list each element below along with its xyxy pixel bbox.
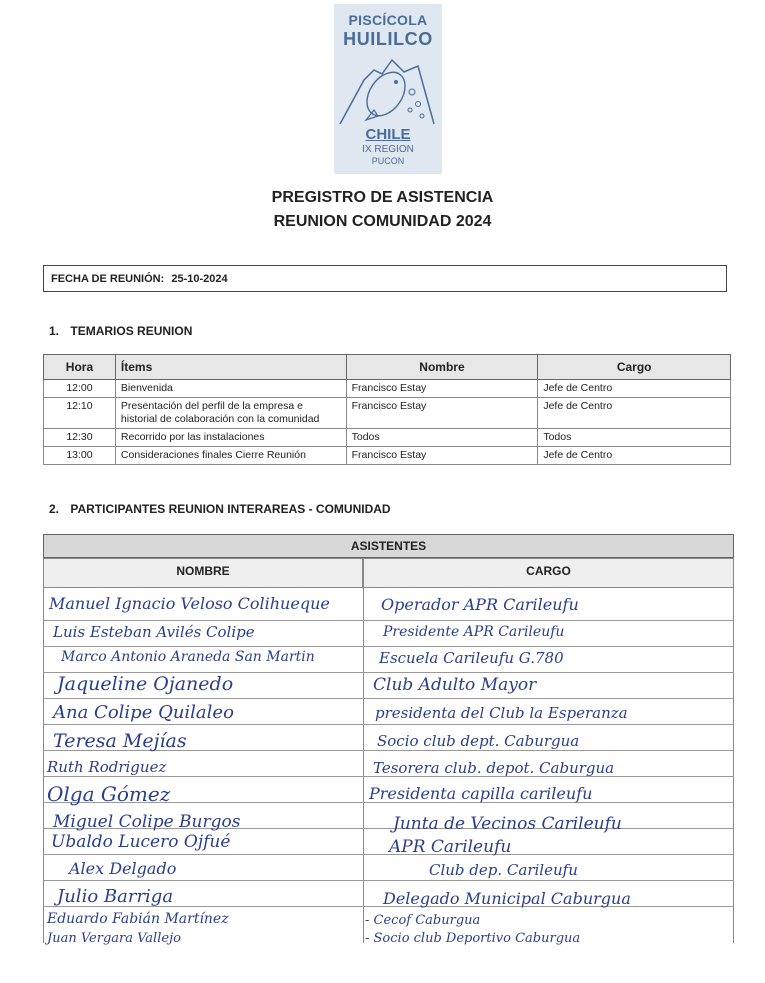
attendee-name: Alex Delgado xyxy=(69,859,177,878)
agenda-header-role: Cargo xyxy=(538,355,731,380)
agenda-item: Presentación del perfil de la empresa e historial de colaboración con la comunidad xyxy=(115,398,346,429)
agenda-name: Francisco Estay xyxy=(346,398,538,429)
attendee-role: Club dep. Carileufu xyxy=(429,861,578,879)
attendee-role: Operador APR Carileufu xyxy=(381,595,579,614)
attendance-col-role: CARGO xyxy=(363,558,734,588)
agenda-role: Jefe de Centro xyxy=(538,398,731,429)
agenda-time: 12:30 xyxy=(44,429,116,447)
row-divider xyxy=(43,698,734,699)
meeting-date-label: FECHA DE REUNIÓN: xyxy=(51,273,165,285)
section-1-number: 1. xyxy=(49,324,60,338)
agenda-row xyxy=(44,380,731,398)
agenda-row xyxy=(44,447,731,465)
agenda-header-name: Nombre xyxy=(346,355,538,380)
attendee-name: Teresa Mejías xyxy=(53,730,187,752)
logo-line-3: CHILE xyxy=(365,126,411,143)
attendee-role: Tesorera club. depot. Caburgua xyxy=(373,759,615,777)
agenda-row xyxy=(44,398,731,429)
meeting-date-box xyxy=(43,265,727,292)
attendee-name: Ana Colipe Quilaleo xyxy=(53,702,234,723)
attendee-name: Jaqueline Ojanedo xyxy=(57,673,234,695)
agenda-item: Bienvenida xyxy=(115,380,346,398)
attendee-name: Ubaldo Lucero Ojfué xyxy=(51,832,231,852)
agenda-item: Consideraciones finales Cierre Reunión xyxy=(115,447,346,465)
attendee-name: Ruth Rodriguez xyxy=(47,758,167,776)
agenda-row xyxy=(44,429,731,447)
attendee-name: Manuel Ignacio Veloso Colihueque xyxy=(49,594,330,613)
agenda-name: Todos xyxy=(346,429,538,447)
attendee-role: Junta de Vecinos Carileufu xyxy=(393,814,622,834)
attendee-role: - Cecof Caburgua xyxy=(365,913,481,928)
section-2-number: 2. xyxy=(49,502,60,516)
agenda-header-item: Ítems xyxy=(115,355,346,380)
agenda-role: Jefe de Centro xyxy=(538,447,731,465)
row-divider xyxy=(43,880,734,881)
attendee-role: Presidente APR Carileufu xyxy=(383,624,565,640)
agenda-time: 12:00 xyxy=(44,380,116,398)
section-2-title: PARTICIPANTES REUNION INTERAREAS - COMUNIDAD xyxy=(70,502,391,516)
attendee-role: Delegado Municipal Caburgua xyxy=(383,889,631,908)
section-2-heading xyxy=(49,502,391,516)
attendee-name: Miguel Colipe Burgos xyxy=(53,812,241,832)
section-1-title: TEMARIOS REUNION xyxy=(70,324,193,338)
attendee-role: Club Adulto Mayor xyxy=(373,675,537,695)
logo-line-2: HUILILCO xyxy=(343,29,433,49)
attendee-name: Luis Esteban Avilés Colipe xyxy=(53,623,255,641)
attendee-name: Eduardo Fabián Martínez xyxy=(47,911,229,927)
document-title-line-1: PREGISTRO DE ASISTENCIA xyxy=(271,189,494,206)
agenda-header-row xyxy=(44,355,731,380)
meeting-date-value: 25-10-2024 xyxy=(171,273,228,285)
agenda-name: Francisco Estay xyxy=(346,447,538,465)
attendee-role: - Socio club Deportivo Caburgua xyxy=(365,931,581,946)
company-logo xyxy=(334,4,442,174)
attendee-name: Olga Gómez xyxy=(47,782,171,806)
fish-mountain-icon xyxy=(334,52,442,130)
section-1-heading xyxy=(49,324,192,338)
row-divider xyxy=(43,620,734,621)
attendee-role: Socio club dept. Caburgua xyxy=(377,732,580,750)
attendee-name: Juan Vergara Vallejo xyxy=(47,931,181,946)
logo-line-1: PISCÍCOLA xyxy=(348,12,428,28)
attendance-col-name: NOMBRE xyxy=(43,558,363,588)
logo-line-5: PUCON xyxy=(371,156,405,166)
logo-line-4: IX REGION xyxy=(362,144,414,155)
attendee-role: Presidenta capilla carileufu xyxy=(369,784,593,803)
attendee-name: Marco Antonio Araneda San Martin xyxy=(61,649,315,665)
agenda-time: 12:10 xyxy=(44,398,116,429)
attendance-table xyxy=(43,534,734,944)
agenda-table xyxy=(43,354,731,465)
document-title-line-2: REUNION COMUNIDAD 2024 xyxy=(273,213,492,230)
attendee-name: Julio Barriga xyxy=(57,886,174,907)
attendee-role: Escuela Carileufu G.780 xyxy=(379,649,564,667)
agenda-item: Recorrido por las instalaciones xyxy=(115,429,346,447)
row-divider xyxy=(43,646,734,647)
agenda-header-time: Hora xyxy=(44,355,116,380)
agenda-role: Jefe de Centro xyxy=(538,380,731,398)
agenda-time: 13:00 xyxy=(44,447,116,465)
agenda-role: Todos xyxy=(538,429,731,447)
row-divider xyxy=(43,724,734,725)
attendee-role: presidenta del Club la Esperanza xyxy=(375,704,628,722)
agenda-name: Francisco Estay xyxy=(346,380,538,398)
attendee-role: APR Carileufu xyxy=(389,837,512,857)
attendance-header: ASISTENTES xyxy=(43,534,734,558)
